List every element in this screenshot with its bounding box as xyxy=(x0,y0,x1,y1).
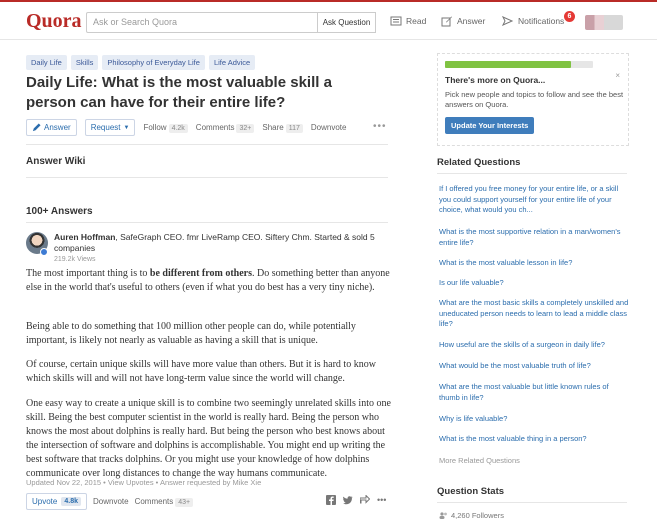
twitter-icon[interactable] xyxy=(343,495,353,505)
request-button-label: Request xyxy=(90,123,121,132)
related-questions-heading: Related Questions xyxy=(437,157,521,168)
question-stats-heading: Question Stats xyxy=(437,486,505,497)
answer-more-options-icon[interactable]: ••• xyxy=(377,495,387,505)
read-icon xyxy=(390,15,402,27)
answer-comments-count: 43+ xyxy=(175,498,193,507)
author-bio: , SafeGraph CEO. fmr LiveRamp CEO. Siftery Chm. Started & sold 5 companies xyxy=(54,232,375,253)
share-label: Share xyxy=(262,123,284,132)
nav-answer[interactable] xyxy=(441,15,485,27)
topic-tag[interactable]: Daily Life xyxy=(26,55,67,70)
promo-title: There's more on Quora... xyxy=(445,75,546,85)
share-icons xyxy=(326,495,386,505)
divider xyxy=(437,173,627,174)
related-question-link[interactable]: What would be the most valuable truth of life? xyxy=(439,361,591,370)
more-options-icon[interactable]: ••• xyxy=(373,121,387,132)
answer-paragraph: One easy way to create a unique skill is to combine two seemingly unrelated skills into one skill. Being the best computer scientist in the world is really hard. Being the person who knows the most about dolphins is really hard. But being the person who best knows about the intersection of software and dolphins is accomplishable. You might end up writing the best software that tracks dolphins. Or you might use your knowledge of how dolphins communicate over long distances to change the way humans communicate. xyxy=(26,398,391,479)
topic-tag[interactable]: Philosophy of Everyday Life xyxy=(102,55,205,70)
related-question-link[interactable]: If I offered you free money for your entire life, or a skill you could support yourself for your entire life of your choice, what would you ch... xyxy=(439,184,619,214)
answer-wiki-heading[interactable]: Answer Wiki xyxy=(26,156,86,167)
notification-count-badge: 6 xyxy=(564,11,575,22)
upvote-count: 4.8k xyxy=(61,497,81,506)
answer-button[interactable] xyxy=(26,119,77,136)
promo-text: Pick new people and topics to follow and see the best answers on Quora. xyxy=(445,90,624,109)
divider xyxy=(26,144,388,145)
notifications-icon xyxy=(502,15,514,27)
profile-progress-bar xyxy=(445,61,593,68)
close-icon[interactable]: × xyxy=(615,71,620,80)
followers-icon xyxy=(439,512,448,519)
answer-actions xyxy=(26,493,193,510)
followers-count: 4,260 Followers xyxy=(451,511,504,520)
quora-logo[interactable]: Quora xyxy=(26,10,82,32)
follow-count: 4.2k xyxy=(169,124,188,133)
follow-label: Follow xyxy=(143,123,167,132)
divider xyxy=(437,502,627,503)
related-question-link[interactable]: Is our life valuable? xyxy=(439,278,504,287)
share-arrow-icon[interactable] xyxy=(360,495,370,505)
answer-button-label: Answer xyxy=(44,123,71,132)
followers-stat xyxy=(439,511,504,520)
share-button[interactable] xyxy=(262,123,303,132)
pencil-icon xyxy=(32,123,41,132)
related-question-link[interactable]: What is the most valuable thing in a person? xyxy=(439,434,587,443)
related-question-link[interactable]: Why is life valuable? xyxy=(439,414,508,423)
answer-text: . Do something better than anyone else in the world that's useful to others (even if what you do best has a very tiny niche). xyxy=(26,268,390,293)
share-count: 117 xyxy=(286,124,303,133)
answer-comments-label: Comments xyxy=(134,497,174,506)
answer-text: The most important thing is to xyxy=(26,268,150,279)
answer-views: 219.2k Views xyxy=(54,256,96,263)
more-related-questions-link[interactable]: More Related Questions xyxy=(439,456,520,465)
nav-notifications[interactable] xyxy=(502,15,564,27)
facebook-icon[interactable] xyxy=(326,495,336,505)
follow-button[interactable] xyxy=(143,123,187,132)
top-navigation-bar xyxy=(0,0,657,40)
related-question-link[interactable]: What are the most basic skills a completely unskilled and uneducated person needs to learn to lead a middle class life? xyxy=(439,298,629,328)
update-interests-button[interactable]: Update Your Interests xyxy=(445,117,534,134)
answer-comments-button[interactable] xyxy=(135,497,194,506)
nav-notifications-label: Notifications xyxy=(518,16,565,26)
interests-promo-card xyxy=(437,53,629,146)
answer-bold-text: be different from others xyxy=(149,268,252,279)
nav-answer-label: Answer xyxy=(457,16,486,26)
divider xyxy=(26,222,388,223)
chevron-down-icon: ▼ xyxy=(123,124,130,131)
verified-badge-icon xyxy=(40,248,48,256)
nav-read[interactable] xyxy=(390,15,426,27)
ask-question-button[interactable]: Ask Question xyxy=(318,12,376,33)
user-avatar[interactable] xyxy=(585,15,623,30)
topic-tag[interactable]: Skills xyxy=(71,55,99,70)
answers-count-heading: 100+ Answers xyxy=(26,206,93,217)
upvote-button[interactable] xyxy=(26,493,87,510)
progress-fill xyxy=(445,61,571,68)
related-question-link[interactable]: What is the most valuable lesson in life? xyxy=(439,258,573,267)
answer-downvote-button[interactable]: Downvote xyxy=(92,497,129,506)
answer-paragraph: Being able to do something that 100 million other people can do, while potentially important, is likely not nearly as valuable as having a skill that is unique. xyxy=(26,321,356,346)
related-question-link[interactable]: What is the most supportive relation in a man/women's entire life? xyxy=(439,227,621,247)
question-actions xyxy=(26,119,346,136)
answer-paragraph xyxy=(26,267,396,295)
question-title[interactable]: Daily Life: What is the most valuable skill a person can have for their entire life? xyxy=(26,74,332,111)
downvote-button[interactable]: Downvote xyxy=(310,123,347,132)
comments-count: 32+ xyxy=(236,124,254,133)
answer-pencil-icon xyxy=(441,15,453,27)
search-input[interactable]: Ask or Search Quora xyxy=(86,12,318,33)
divider xyxy=(26,177,388,178)
author-credentials xyxy=(54,232,394,254)
comments-button[interactable] xyxy=(196,123,255,132)
answer-paragraph: Of course, certain unique skills will have more value than others. But it is hard to know which skills will and will not have long-term value since the world will change. xyxy=(26,359,376,384)
nav-read-label: Read xyxy=(406,16,427,26)
answer-meta[interactable]: Updated Nov 22, 2015 • View Upvotes • Answer requested by Mike Xie xyxy=(26,478,262,487)
comments-label: Comments xyxy=(195,123,235,132)
related-question-link[interactable]: How useful are the skills of a surgeon in daily life? xyxy=(439,340,605,349)
topic-tag[interactable]: Life Advice xyxy=(209,55,255,70)
related-question-link[interactable]: What are the most valuable but little known rules of thumb in life? xyxy=(439,382,609,402)
request-button[interactable] xyxy=(85,119,136,136)
topic-tags xyxy=(26,55,255,70)
author-name[interactable]: Auren Hoffman xyxy=(54,232,116,242)
upvote-label: Upvote xyxy=(32,497,58,506)
